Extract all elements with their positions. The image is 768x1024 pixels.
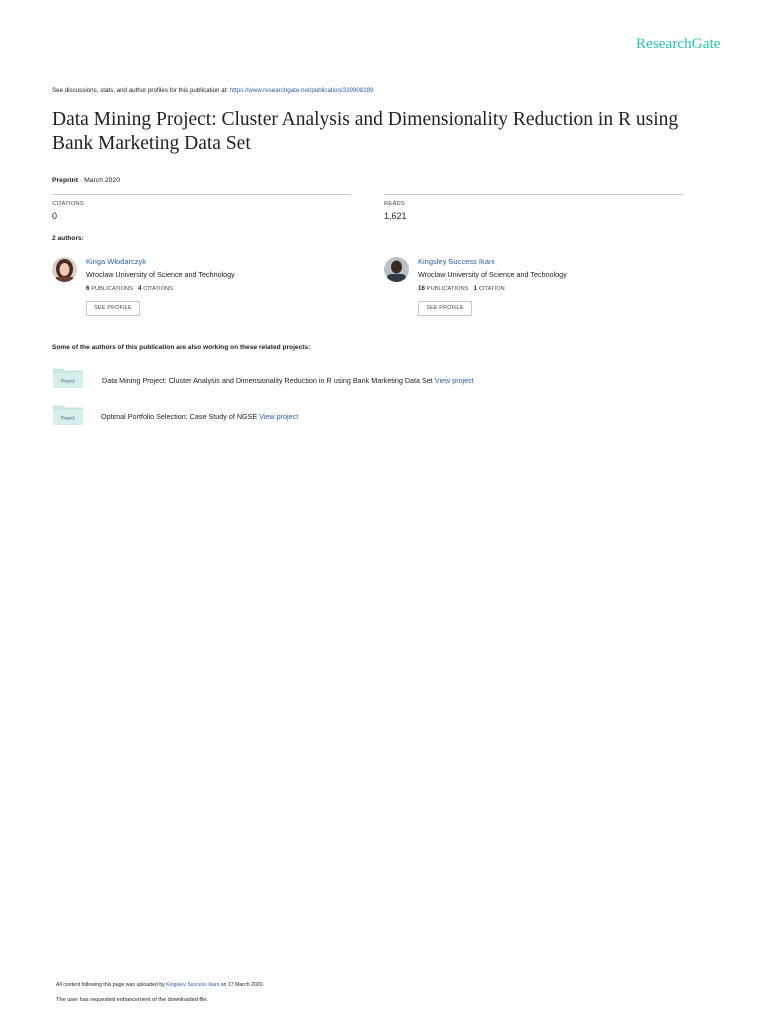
citations-value: 0 <box>52 211 58 221</box>
related-projects-heading: Some of the authors of this publication are also working on these related projects: <box>52 344 311 351</box>
citations-count: 4 <box>138 285 142 292</box>
citations-count: 1 <box>473 285 478 292</box>
uploader-link[interactable]: Kingsley Success Ikani <box>166 982 220 988</box>
author-avatar[interactable] <box>384 257 409 282</box>
citations-label: CITATION <box>478 286 505 292</box>
author-stats <box>418 285 505 292</box>
publication-meta <box>52 177 120 184</box>
divider-left <box>52 194 351 195</box>
upload-date-text: on 17 March 2020. <box>219 982 264 988</box>
author-stats <box>86 285 173 292</box>
project-icon-label: Project <box>61 378 75 384</box>
project-item <box>102 376 474 385</box>
author-avatar[interactable] <box>52 257 77 282</box>
researchgate-logo[interactable]: ResearchGate <box>636 36 721 52</box>
project-item <box>101 412 298 421</box>
upload-note <box>56 982 264 988</box>
view-project-link[interactable]: View project <box>434 376 474 385</box>
reads-label: READS <box>384 201 405 207</box>
see-discussions-line <box>52 87 374 94</box>
view-project-link[interactable]: View project <box>259 412 299 421</box>
enhancement-note: The user has requested enhancement of the downloaded file. <box>56 997 209 1003</box>
publication-type: Preprint <box>52 177 79 184</box>
project-title: Optimal Portfolio Selection: Case Study of NGSE <box>101 412 260 421</box>
divider-right <box>384 194 683 195</box>
see-discussions-text: See discussions, stats, and author profiles for this publication at: <box>52 87 230 94</box>
publications-count: 6 <box>86 285 90 292</box>
author-affiliation: Wroclaw University of Science and Technology <box>86 270 235 279</box>
upload-note-text: All content following this page was uploaded by <box>56 982 167 988</box>
reads-value: 1,621 <box>384 211 407 221</box>
publication-date: · March 2020 <box>78 177 120 184</box>
project-icon-label: Project <box>61 415 75 421</box>
project-title: Data Mining Project: Cluster Analysis and Dimensionality Reduction in R using Bank Marketing Data Set <box>102 376 435 385</box>
author-name-link[interactable]: Kinga Włodarczyk <box>86 257 147 266</box>
author-affiliation: Wroclaw University of Science and Technology <box>418 270 567 279</box>
author-name-link[interactable]: Kingsley Success Ikani <box>418 257 495 266</box>
see-profile-button[interactable]: SEE PROFILE <box>86 301 140 316</box>
project-folder-icon <box>53 368 83 388</box>
publications-label: PUBLICATIONS <box>426 286 469 292</box>
paper-title: Data Mining Project: Cluster Analysis and Dimensionality Reduction in R using Bank Marketing Data Set <box>52 109 679 154</box>
see-profile-button[interactable]: SEE PROFILE <box>418 301 472 316</box>
publications-count: 16 <box>418 285 426 292</box>
citations-label: CITATIONS <box>52 201 84 207</box>
project-folder-icon <box>53 405 83 425</box>
publication-url-link[interactable]: https://www.researchgate.net/publication/339908189 <box>229 87 374 94</box>
authors-heading: 2 authors: <box>52 235 84 242</box>
publications-label: PUBLICATIONS <box>91 286 134 292</box>
citations-label: CITATIONS <box>143 286 174 292</box>
